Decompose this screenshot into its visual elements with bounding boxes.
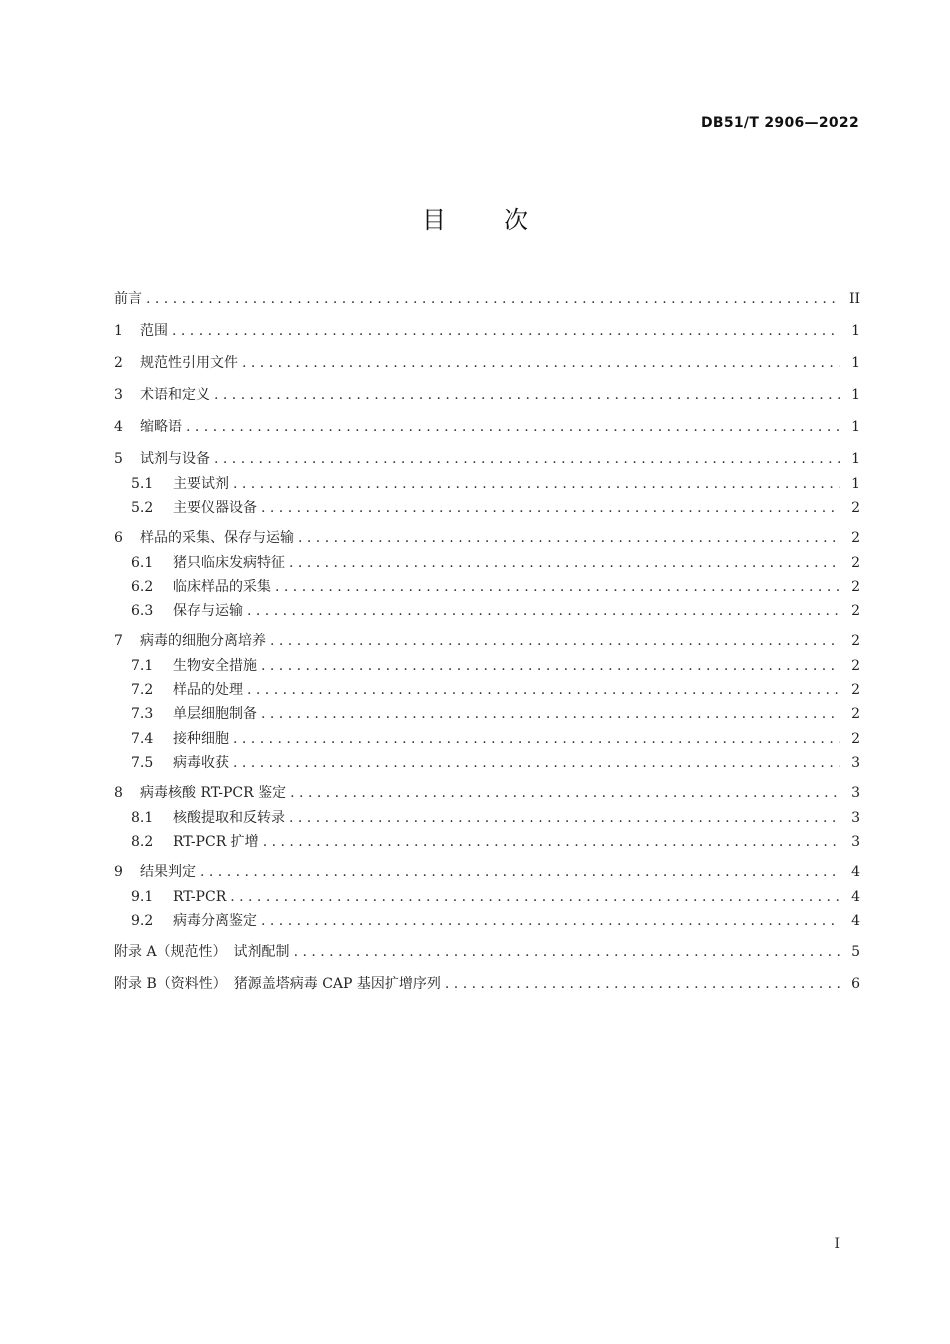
toc-entry-page: 1 — [851, 419, 860, 435]
document-code: DB51/T 2906—2022 — [700, 115, 859, 131]
toc-entry-label: 病毒的细胞分离培养 — [140, 633, 266, 649]
toc-entry-label: 样品的采集、保存与运输 — [140, 530, 294, 546]
toc-entry[interactable] — [114, 782, 860, 804]
toc-entry-page: 2 — [851, 706, 860, 722]
toc-dot-leader — [233, 728, 840, 750]
toc-entry-number: 7 — [114, 633, 123, 649]
toc-entry-number: 7.4 — [131, 731, 154, 747]
toc-entry-number: 5.1 — [131, 476, 154, 492]
toc-dot-leader — [146, 288, 840, 310]
page-title — [0, 200, 950, 235]
toc-entry-page: 2 — [851, 633, 860, 649]
toc-dot-leader — [298, 527, 840, 549]
toc-subentry[interactable] — [114, 473, 860, 495]
toc-entry-label: 接种细胞 — [173, 731, 229, 747]
toc-entry-page: 2 — [851, 731, 860, 747]
toc-entry-label: 前言 — [114, 291, 142, 307]
toc-entry-number: 7.1 — [131, 658, 154, 674]
toc-entry-number: 7.2 — [131, 682, 154, 698]
toc-dot-leader — [261, 910, 840, 932]
toc-dot-leader — [230, 886, 840, 908]
toc-entry-page: 1 — [851, 323, 860, 339]
toc-entry-number: 4 — [114, 419, 123, 435]
toc-entry-label: 核酸提取和反转录 — [173, 810, 285, 826]
toc-entry-page: 4 — [851, 864, 860, 880]
toc-entry-page: 3 — [851, 785, 860, 801]
toc-subentry[interactable] — [114, 831, 860, 853]
toc-entry-page: 2 — [851, 579, 860, 595]
toc-dot-leader — [247, 600, 840, 622]
toc-entry[interactable] — [114, 288, 860, 310]
toc-entry-number: 7.5 — [131, 755, 154, 771]
toc-entry-number: 8.1 — [131, 810, 154, 826]
toc-entry-label: 结果判定 — [140, 864, 196, 880]
toc-entry-label: 术语和定义 — [140, 387, 210, 403]
toc-subentry[interactable] — [114, 886, 860, 908]
toc-subentry[interactable] — [114, 752, 860, 774]
toc-entry-number: 5.2 — [131, 500, 154, 516]
toc-dot-leader — [233, 752, 840, 774]
toc-subentry[interactable] — [114, 497, 860, 519]
toc-entry-label: 附录 B（资料性） 猪源盖塔病毒 CAP 基因扩增序列 — [114, 976, 441, 992]
toc-entry-number: 7.3 — [131, 706, 154, 722]
toc-dot-leader — [247, 679, 840, 701]
toc-subentry[interactable] — [114, 807, 860, 829]
toc-entry-page: 3 — [851, 834, 860, 850]
toc-entry[interactable] — [114, 861, 860, 883]
toc-entry-label: 附录 A（规范性） 试剂配制 — [114, 944, 290, 960]
toc-entry-label: 猪只临床发病特征 — [173, 555, 285, 571]
toc-entry-label: 病毒分离鉴定 — [173, 913, 257, 929]
toc-dot-leader — [261, 497, 840, 519]
toc-entry-number: 9 — [114, 864, 123, 880]
toc-entry[interactable] — [114, 527, 860, 549]
toc-entry-page: 2 — [851, 555, 860, 571]
toc-dot-leader — [233, 473, 840, 495]
toc-entry-number: 8 — [114, 785, 123, 801]
toc-entry-number: 5 — [114, 451, 123, 467]
toc-entry-page: 6 — [851, 976, 860, 992]
toc-entry-number: 6.3 — [131, 603, 154, 619]
toc-dot-leader — [263, 831, 840, 853]
toc-entry-number: 6.1 — [131, 555, 154, 571]
toc-entry-number: 6.2 — [131, 579, 154, 595]
toc-subentry[interactable] — [114, 655, 860, 677]
toc-entry-label: 单层细胞制备 — [173, 706, 257, 722]
toc-dot-leader — [242, 352, 840, 374]
toc-entry-number: 9.2 — [131, 913, 154, 929]
toc-dot-leader — [290, 782, 840, 804]
toc-entry-label: 保存与运输 — [173, 603, 243, 619]
toc-entry-page: 3 — [851, 810, 860, 826]
toc-dot-leader — [275, 576, 840, 598]
toc-dot-leader — [270, 630, 840, 652]
toc-entry[interactable] — [114, 973, 860, 995]
toc-entry[interactable] — [114, 448, 860, 470]
toc-entry-label: 范围 — [140, 323, 168, 339]
toc-dot-leader — [289, 552, 840, 574]
toc-entry-page: 2 — [851, 530, 860, 546]
toc-entry-page: 1 — [851, 476, 860, 492]
toc-entry[interactable] — [114, 320, 860, 342]
toc-entry-page: 1 — [851, 387, 860, 403]
toc-dot-leader — [445, 973, 840, 995]
toc-entry-label: 临床样品的采集 — [173, 579, 271, 595]
toc-dot-leader — [261, 655, 840, 677]
toc-entry-page: 1 — [851, 355, 860, 371]
toc-entry-page: 5 — [851, 944, 860, 960]
toc-dot-leader — [172, 320, 840, 342]
toc-entry-number: 9.1 — [131, 889, 154, 905]
toc-dot-leader — [261, 703, 840, 725]
toc-subentry[interactable] — [114, 703, 860, 725]
toc-entry[interactable] — [114, 384, 860, 406]
toc-entry-page: 4 — [851, 913, 860, 929]
toc-subentry[interactable] — [114, 679, 860, 701]
toc-dot-leader — [200, 861, 840, 883]
toc-entry-number: 3 — [114, 387, 123, 403]
toc-entry-page: 2 — [851, 603, 860, 619]
toc-entry-page: II — [848, 291, 860, 307]
toc-dot-leader — [294, 941, 840, 963]
toc-subentry[interactable] — [114, 728, 860, 750]
toc-entry-page: 3 — [851, 755, 860, 771]
toc-entry[interactable] — [114, 416, 860, 438]
toc-dot-leader — [186, 416, 840, 438]
toc-entry-page: 2 — [851, 500, 860, 516]
toc-entry-label: 规范性引用文件 — [140, 355, 238, 371]
toc-entry-label: 病毒收获 — [173, 755, 229, 771]
toc-entry-number: 1 — [114, 323, 123, 339]
toc-entry[interactable] — [114, 352, 860, 374]
toc-entry[interactable] — [114, 941, 860, 963]
toc-entry-page: 1 — [851, 451, 860, 467]
toc-subentry[interactable] — [114, 910, 860, 932]
toc-entry-number: 2 — [114, 355, 123, 371]
toc-entry-label: 主要仪器设备 — [173, 500, 257, 516]
toc-subentry[interactable] — [114, 600, 860, 622]
toc-entry-label: 缩略语 — [140, 419, 182, 435]
toc-entry-page: 2 — [851, 682, 860, 698]
toc-entry-label: 试剂与设备 — [140, 451, 210, 467]
toc-entry-label: 生物安全措施 — [173, 658, 257, 674]
title-char-1: 目 — [422, 206, 446, 234]
toc-subentry[interactable] — [114, 576, 860, 598]
toc-entry-label: 病毒核酸 RT-PCR 鉴定 — [140, 785, 287, 801]
toc-entry-page: 2 — [851, 658, 860, 674]
footer-page-number: I — [834, 1236, 840, 1252]
title-char-2: 次 — [504, 206, 528, 234]
toc-entry-page: 4 — [851, 889, 860, 905]
toc-entry-label: RT-PCR — [173, 889, 227, 905]
toc-dot-leader — [289, 807, 840, 829]
toc-entry[interactable] — [114, 630, 860, 652]
toc-entry-label: 主要试剂 — [173, 476, 229, 492]
toc-dot-leader — [214, 448, 840, 470]
toc-entry-label: RT-PCR 扩增 — [173, 834, 259, 850]
toc-entry-label: 样品的处理 — [173, 682, 243, 698]
toc-dot-leader — [214, 384, 840, 406]
toc-entry-number: 6 — [114, 530, 123, 546]
toc-subentry[interactable] — [114, 552, 860, 574]
toc-entry-number: 8.2 — [131, 834, 154, 850]
